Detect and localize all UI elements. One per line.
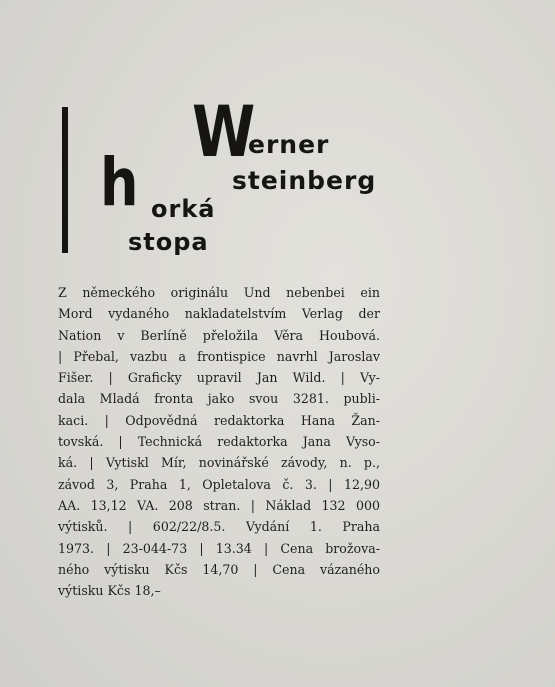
title-initial: h	[100, 144, 139, 221]
imprint-line: dala Mladá fronta jako svou 3281. publi-	[58, 391, 380, 407]
title-word-1-rest: orká	[151, 195, 216, 223]
author-first-name-rest: erner	[248, 130, 330, 159]
title-word-2: stopa	[128, 228, 209, 256]
author-initial: W	[192, 91, 254, 173]
imprint-line: AA. 13,12 VA. 208 stran. | Náklad 132 000	[58, 497, 380, 513]
imprint-line: | Přebal, vazbu a frontispice navrhl Jaroslav	[58, 348, 380, 364]
imprint-line: tovská. | Technická redaktorka Jana Vyso-	[58, 434, 380, 450]
imprint-line: Fišer. | Graficky upravil Jan Wild. | Vy-	[58, 370, 380, 386]
imprint-line: ného výtisku Kčs 14,70 | Cena vázaného	[58, 561, 380, 577]
imprint-block	[58, 282, 380, 601]
imprint-line: ká. | Vytiskl Mír, novinářské závody, n. p.,	[58, 455, 380, 471]
imprint-line: Z německého originálu Und nebenbei ein	[58, 285, 380, 300]
imprint-line: výtisků. | 602/22/8.5. Vydání 1. Praha	[58, 519, 380, 535]
imprint-line: 1973. | 23-044-73 | 13.34 | Cena brožova-	[58, 540, 380, 556]
vertical-rule	[62, 107, 68, 253]
author-last-name: steinberg	[232, 166, 377, 195]
imprint-line: závod 3, Praha 1, Opletalova č. 3. | 12,90	[58, 476, 380, 492]
imprint-line: Nation v Berlíně přeložila Věra Houbová.	[58, 327, 380, 343]
imprint-line: Mord vydaného nakladatelstvím Verlag der	[58, 306, 380, 322]
imprint-line: výtisku Kčs 18,–	[58, 583, 161, 599]
imprint-line: kaci. | Odpovědná redaktorka Hana Žan-	[58, 412, 380, 428]
